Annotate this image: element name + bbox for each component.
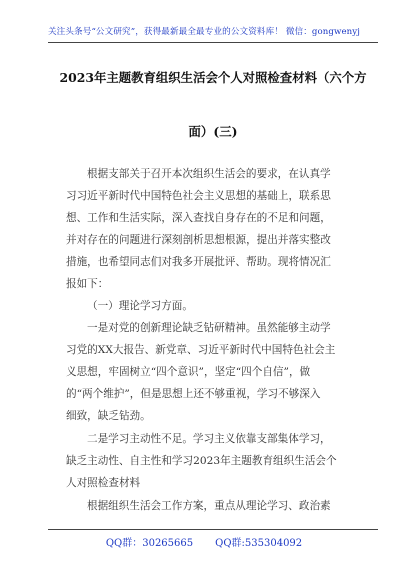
body-line: 一是对党的创新理论缺乏钻研精神。虽然能够主动学 [87,322,331,334]
header-promo: 关注头条号“公文研究”，获得最新最全最专业的公文资料库！ 微信：gongwenyj [47,27,361,37]
body-line: 并对存在的问题进行深刻剖析思想根源，提出并落实整改 [66,234,331,246]
body-line: 义思想，牢固树立“四个意识”，坚定“四个自信”，做 [66,366,311,378]
body-line: 根据组织生活会工作方案，重点从理论学习、政治素 [87,500,331,512]
body-line: 想、工作和生活实际，深入查找自身存在的不足和问题， [66,212,331,224]
body-line: 根据支部关于召开本次组织生活会的要求，在认真学 [87,168,331,180]
document-title-line-2: 面）(三) [188,124,238,139]
footer-contacts [0,534,408,549]
footer-qq-group-1: QQ群：30265665 [105,538,194,549]
body-line: 措施，也希望同志们对我多开展批评、帮助。现将情况汇 [66,256,331,268]
header-divider [48,42,378,43]
document-title-line-1: 2023年主题教育组织生活会个人对照检查材料（六个方 [59,70,367,85]
body-line: 习党的XX大报告、新党章、习近平新时代中国特色社会主 [66,344,336,356]
body-line: 二是学习主动性不足。学习主义依靠支部集体学习， [87,433,331,445]
body-line: 人对照检查材料 [66,477,141,489]
body-line: 报如下： [66,278,109,290]
body-line: 的“两个维护”，但是思想上还不够重视，学习不够深入 [66,388,321,400]
body-line: 缺乏主动性、自主性和学习2023年主题教育组织生活会个 [66,455,337,467]
footer-divider [48,529,378,530]
footer-qq-group-2: QQ群:535304092 [215,538,303,549]
section-heading: （一）理论学习方面。 [87,300,193,312]
body-line: 细致，缺乏钻劲。 [66,410,151,422]
body-line: 习习近平新时代中国特色社会主义思想的基础上，联系思 [66,190,331,202]
